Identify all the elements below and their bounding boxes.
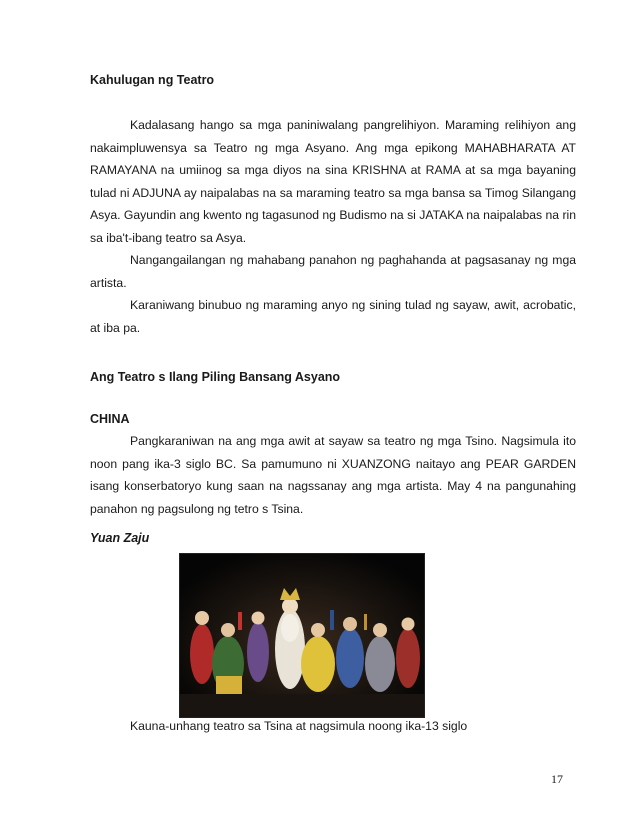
paragraph-china: Pangkaraniwan na ang mga awit at sayaw sa teatro ng mga Tsino. Nagsimula ito noon pang ika-3 siglo BC. Sa pamumuno ni XUANZONG naitayo ang PEAR GARDEN isang konserbatoryo kung saan na nagssanay ang mga artista. May 4 na pangunahing panahon ng pagsulong ng tetro s Tsina. [90,434,576,516]
section-heading-teatro-asyano: Ang Teatro s Ilang Piling Bansang Asyano [90,370,341,384]
paragraph-kahulugan-2: Nangangailangan ng mahabang panahon ng paghahanda at pagsasanay ng mga artista. [90,253,576,290]
photo-caption: Kauna-unhang teatro sa Tsina at nagsimula noong ika-13 siglo [130,719,468,733]
section-heading-kahulugan: Kahulugan ng Teatro [90,73,215,87]
paragraph-kahulugan-1: Kadalasang hango sa mga paniniwalang pangrelihiyon. Maraming relihiyon ang nakaimpluwensya sa Teatro ng mga Asyano. Ang mga epikong MAHABHARATA AT RAMAYANA na umiinog sa mga diyos na sina KRISHNA at RAMA at sa mga bayaning tulad ni ADJUNA ay naipalabas na sa maraming teatro sa mga bansa sa Timog Silangang Asya. Gayundin ang kwento ng tagasunod ng Budismo na si JATAKA na naipalabas na rin sa iba't-ibang teatro sa Asya. [90,118,577,245]
subheading-china: CHINA [90,412,130,426]
theatre-performance-photo [179,553,425,718]
paragraph-kahulugan-3: Karaniwang binubuo ng maraming anyo ng sining tulad ng sayaw, awit, acrobatic, at iba pa. [90,298,576,335]
page-number: 17 [551,772,563,786]
subheading-yuan-zaju: Yuan Zaju [90,531,150,545]
